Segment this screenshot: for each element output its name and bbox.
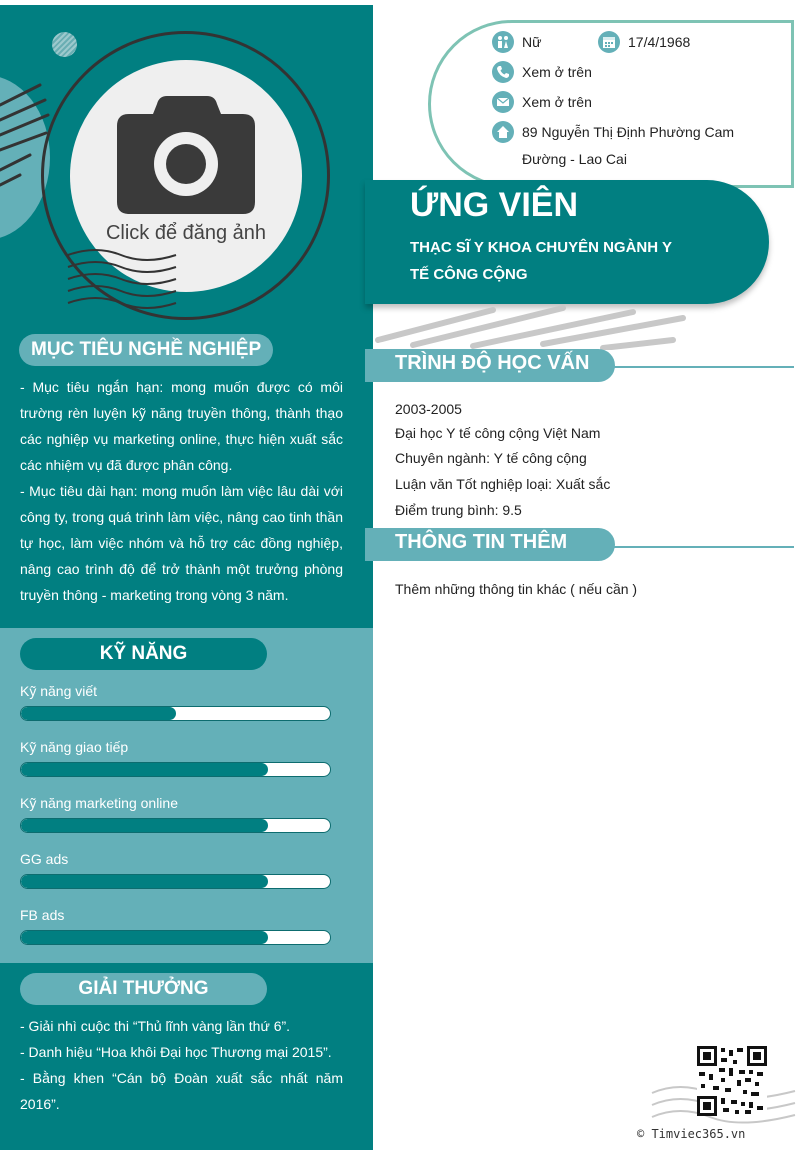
education-line: Luận văn Tốt nghiệp loại: Xuất sắc xyxy=(395,476,611,492)
skill-bar xyxy=(20,762,331,777)
education-line: 2003-2005 xyxy=(395,401,462,417)
phone-icon xyxy=(492,61,514,83)
name-banner xyxy=(365,180,769,304)
birthday-value: 17/4/1968 xyxy=(628,34,691,50)
brush-strokes-icon xyxy=(373,300,693,350)
upload-photo-label: Click để đăng ảnh xyxy=(105,222,267,244)
heading-divider xyxy=(610,366,794,368)
phone-value: Xem ở trên xyxy=(522,64,592,80)
extra-info-heading: THÔNG TIN THÊM xyxy=(365,528,615,561)
education-line: Chuyên ngành: Y tế công cộng xyxy=(395,450,587,466)
address-line1: 89 Nguyễn Thị Định Phường Cam xyxy=(522,124,735,140)
objective-short-term: - Mục tiêu ngắn hạn: mong muốn được có môi trường rèn luyện kỹ năng truyền thông, thành thạo các nghiệp vụ marketing online, thực hiện xuất sắc các nhiệm vụ đã được phân công. xyxy=(20,379,343,473)
calendar-icon xyxy=(598,31,620,53)
job-title-line: TẾ CÔNG CỘNG xyxy=(410,266,528,283)
copyright: © Timviec365.vn xyxy=(637,1127,746,1141)
gender-row xyxy=(492,31,541,53)
objective-long-term: - Mục tiêu dài hạn: mong muốn làm việc lâu dài với công ty, trong quá trình làm việc, nâng cao tinh thần tự học, làm việc nhóm và hỗ trợ các đồng nghiệp, nâng cao trình độ để trở thành một trưởng phòng truyền thông - marketing trong vòng 3 năm. xyxy=(20,483,343,603)
job-title xyxy=(410,234,690,288)
heading-divider xyxy=(610,546,794,548)
email-row xyxy=(492,91,592,113)
awards-heading: GIẢI THƯỞNG xyxy=(20,973,267,1005)
award-item: - Giải nhì cuộc thi “Thủ lĩnh vàng lần thứ 6”. xyxy=(20,1018,291,1034)
education-line: Đại học Y tế công cộng Việt Nam xyxy=(395,425,601,441)
address-line2: Đường - Lao Cai xyxy=(522,151,627,167)
camera-icon xyxy=(117,96,257,216)
address-row xyxy=(492,121,734,143)
skill-bar xyxy=(20,874,331,889)
postmark-icon xyxy=(66,245,181,310)
objective-heading: MỤC TIÊU NGHỀ NGHIỆP xyxy=(19,334,273,366)
skill-label: Kỹ năng giao tiếp xyxy=(20,739,129,755)
education-heading: TRÌNH ĐỘ HỌC VẤN xyxy=(365,349,615,382)
qr-code-icon xyxy=(697,1046,767,1116)
extra-info-text: Thêm những thông tin khác ( nếu cần ) xyxy=(395,581,638,597)
skill-label: GG ads xyxy=(20,851,69,867)
gender-icon xyxy=(492,31,514,53)
home-icon xyxy=(492,121,514,143)
award-item: - Danh hiệu “Hoa khôi Đại học Thương mại 2015”. xyxy=(20,1044,332,1060)
job-title-line: THẠC SĨ Y KHOA CHUYÊN NGÀNH Y xyxy=(410,239,672,256)
skill-label: Kỹ năng viết xyxy=(20,683,98,699)
decorative-dot xyxy=(52,32,77,57)
phone-row xyxy=(492,61,592,83)
skill-label: FB ads xyxy=(20,907,65,923)
skill-label: Kỹ năng marketing online xyxy=(20,795,178,811)
gender-value: Nữ xyxy=(522,34,542,50)
skill-bar xyxy=(20,818,331,833)
email-icon xyxy=(492,91,514,113)
email-value: Xem ở trên xyxy=(522,94,592,110)
skill-bar xyxy=(20,930,331,945)
candidate-name: ỨNG VIÊN xyxy=(410,186,579,224)
skill-bar xyxy=(20,706,331,721)
birthday-row xyxy=(598,31,690,53)
skills-heading: KỸ NĂNG xyxy=(20,638,267,670)
award-item: - Bằng khen “Cán bộ Đoàn xuất sắc nhất năm 2016”. xyxy=(20,1070,343,1112)
education-line: Điểm trung bình: 9.5 xyxy=(395,502,522,518)
